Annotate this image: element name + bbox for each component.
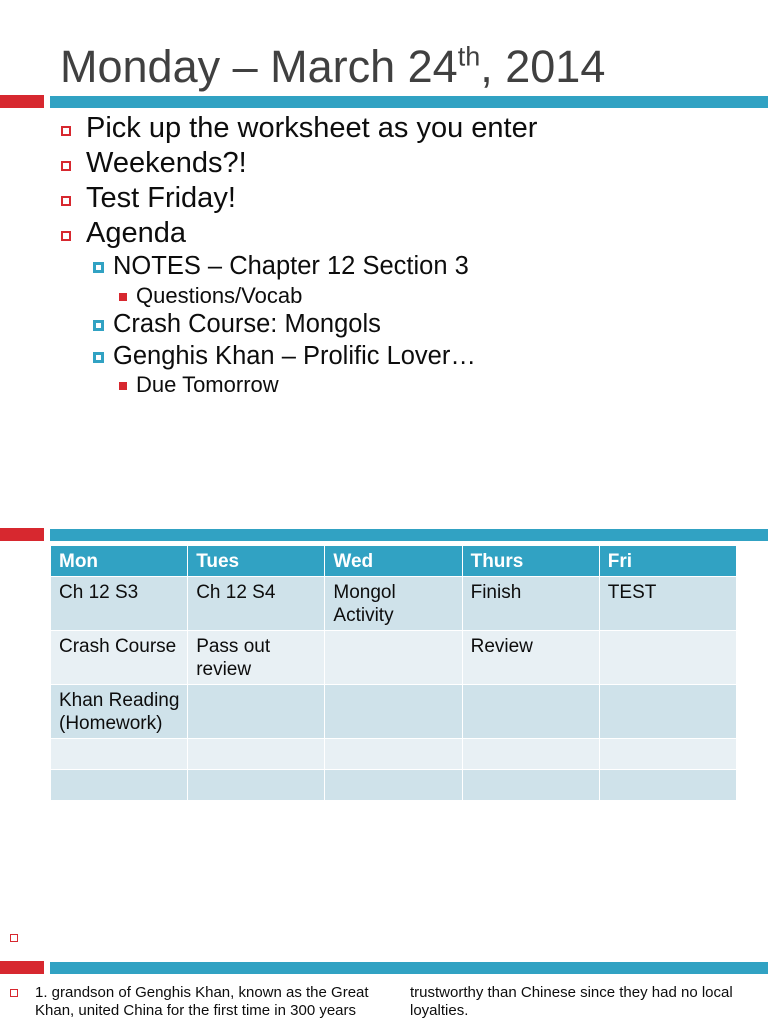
table-cell: Mongol Activity <box>325 577 461 630</box>
sub-bullet-item <box>93 251 469 281</box>
filled-square-bullet-icon <box>119 293 127 301</box>
table-cell: Pass out review <box>188 631 324 684</box>
bullet-item <box>61 146 247 181</box>
table-header-cell: Fri <box>600 546 736 576</box>
notes-line: 1. grandson of Genghis Khan, known as the Great <box>35 984 369 1001</box>
sub-sub-bullet-item <box>119 283 302 309</box>
table-header-cell: Wed <box>325 546 461 576</box>
bullet-text: Test Friday! <box>86 182 236 214</box>
title-divider <box>0 95 768 109</box>
title-text: Monday – March 24 <box>60 41 458 92</box>
hollow-square-bullet-icon <box>61 126 71 136</box>
table-header-cell: Mon <box>51 546 187 576</box>
notes-line: trustworthy than Chinese since they had no local <box>410 984 733 1001</box>
table-cell: Review <box>463 631 599 684</box>
table-cell <box>463 770 599 800</box>
hollow-square-teal-bullet-icon <box>93 352 104 363</box>
schedule-table <box>51 546 736 800</box>
bullet-item <box>61 216 186 251</box>
table-cell <box>463 685 599 738</box>
title-text-tail: , 2014 <box>480 41 606 92</box>
title-superscript: th <box>457 41 481 72</box>
table-cell: Crash Course <box>51 631 187 684</box>
hollow-square-bullet-icon <box>61 161 71 171</box>
slide-title <box>60 41 605 92</box>
hollow-square-bullet-icon <box>61 196 71 206</box>
table-cell <box>325 631 461 684</box>
hollow-square-teal-bullet-icon <box>93 320 104 331</box>
sub-sub-bullet-text: Questions/Vocab <box>136 283 303 308</box>
table-cell: Khan Reading (Homework) <box>51 685 187 738</box>
divider-red-segment <box>0 961 44 974</box>
table-cell <box>325 685 461 738</box>
section-divider <box>0 961 768 975</box>
notes-line: Khan, united China for the first time in 300 years <box>35 1002 357 1019</box>
table-cell: Ch 12 S4 <box>188 577 324 630</box>
sub-sub-bullet-text: Due Tomorrow <box>136 372 279 397</box>
sub-bullet-text: Crash Course: Mongols <box>113 310 381 338</box>
bullet-text: Weekends?! <box>86 147 247 179</box>
filled-square-bullet-icon <box>119 382 127 390</box>
table-cell: Finish <box>463 577 599 630</box>
bullet-item <box>61 181 236 216</box>
sub-sub-bullet-item <box>119 372 279 398</box>
table-cell: TEST <box>600 577 736 630</box>
sub-bullet-item <box>93 341 476 371</box>
table-cell <box>51 770 187 800</box>
hollow-square-bullet-icon <box>10 934 18 942</box>
bullet-item <box>61 111 537 146</box>
table-cell <box>463 739 599 769</box>
hollow-square-bullet-icon <box>10 989 18 997</box>
divider-teal-bar <box>50 962 768 974</box>
table-cell: Ch 12 S3 <box>51 577 187 630</box>
sub-bullet-item <box>93 309 381 339</box>
notes-line: loyalties. <box>410 1002 469 1019</box>
hollow-square-bullet-icon <box>61 231 71 241</box>
table-header-cell: Tues <box>188 546 324 576</box>
divider-red-segment <box>0 528 44 541</box>
table-cell <box>600 739 736 769</box>
sub-bullet-text: Genghis Khan – Prolific Lover… <box>113 342 476 370</box>
table-cell <box>600 770 736 800</box>
table-cell <box>188 770 324 800</box>
hollow-square-teal-bullet-icon <box>93 262 104 273</box>
table-cell <box>188 685 324 738</box>
divider-teal-bar <box>50 529 768 541</box>
divider-teal-bar <box>50 96 768 108</box>
divider-red-segment <box>0 95 44 108</box>
sub-bullet-text: NOTES – Chapter 12 Section 3 <box>113 252 469 280</box>
bullet-text: Pick up the worksheet as you enter <box>86 112 538 144</box>
table-cell <box>51 739 187 769</box>
table-cell <box>188 739 324 769</box>
table-header-cell: Thurs <box>463 546 599 576</box>
table-cell <box>325 770 461 800</box>
table-cell <box>600 631 736 684</box>
table-cell <box>325 739 461 769</box>
table-cell <box>600 685 736 738</box>
section-divider <box>0 528 768 542</box>
bullet-text: Agenda <box>86 217 186 249</box>
